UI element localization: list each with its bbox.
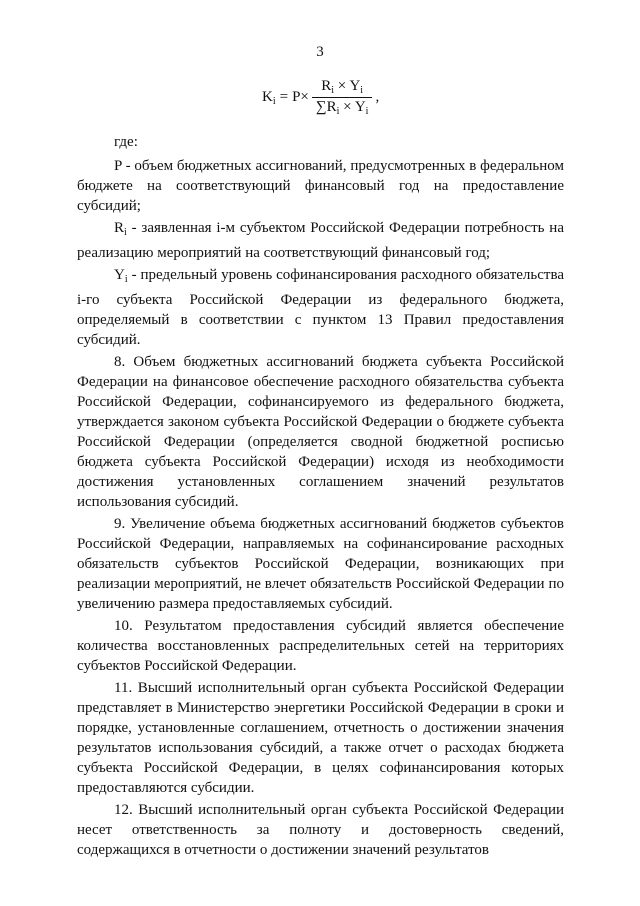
- document-body: [77, 132, 564, 860]
- formula-numerator: $R_i \times Y_i$: [321, 78, 364, 96]
- formula-denominator: $\sum R_i \times Y_i$: [312, 97, 373, 117]
- paragraph-11: 11. Высший исполнительный орган субъекта Российской Федерации представляет в Министерство энергетики Российской Федерации в сроки и порядке, установленные соглашением, отчетность о достижении значения результатов использования субсидий, а также отчет о расходах бюджета субъекта Российской Федерации, в целях софинансирования которых предоставляются субсидии.: [77, 680, 564, 796]
- formula-p-times: P×: [292, 89, 309, 105]
- definition-r: $R_i$ - заявленная i-м субъектом Российской Федерации потребность на реализацию мероприятий на соответствующий финансовый год;: [77, 220, 564, 261]
- allocation-formula: [262, 78, 379, 117]
- paragraph-12: 12. Высший исполнительный орган субъекта Российской Федерации несет ответственность за полноту и достоверность сведений, содержащихся в отчетности о достижении значений результатов: [77, 802, 564, 858]
- definition-y: $Y_i$ - предельный уровень софинансирования расходного обязательства i-го субъекта Российской Федерации из федерального бюджета, определяемый в соответствии с пунктом 13 Правил предоставления субсидий.: [77, 267, 564, 348]
- formula-tail: ,: [375, 89, 380, 105]
- page-number: 3: [316, 44, 324, 60]
- where-label: где:: [114, 134, 138, 150]
- definition-p: P - объем бюджетных ассигнований, предусмотренных в федеральном бюджете на соответствующий финансовый год на предоставление субсидий;: [77, 158, 564, 214]
- formula-equals: =: [279, 89, 289, 105]
- formula-fraction: [312, 78, 373, 117]
- paragraph-8: 8. Объем бюджетных ассигнований бюджета субъекта Российской Федерации на финансовое обеспечение расходного обязательства субъекта Российской Федерации, софинансируемого из федерального бюджета, утверждается законом субъекта Российской Федерации о бюджете субъекта Российской Федерации (определяется сводной бюджетной росписью бюджета субъекта Российской Федерации) исходя из необходимости достижения установленных соглашением значений результатов использования субсидий.: [77, 354, 564, 510]
- paragraph-10: 10. Результатом предоставления субсидий является обеспечение количества восстановленных распределительных сетей на территориях субъектов Российской Федерации.: [77, 618, 564, 674]
- formula-lhs: $K_i$: [262, 88, 276, 107]
- paragraph-9: 9. Увеличение объема бюджетных ассигнований бюджетов субъектов Российской Федерации, направляемых на софинансирование расходных обязательств субъектов Российской Федерации, возникающих при реализации мероприятий, не влечет обязательств Российской Федерации по увеличению размера предоставляемых субсидий.: [77, 516, 564, 612]
